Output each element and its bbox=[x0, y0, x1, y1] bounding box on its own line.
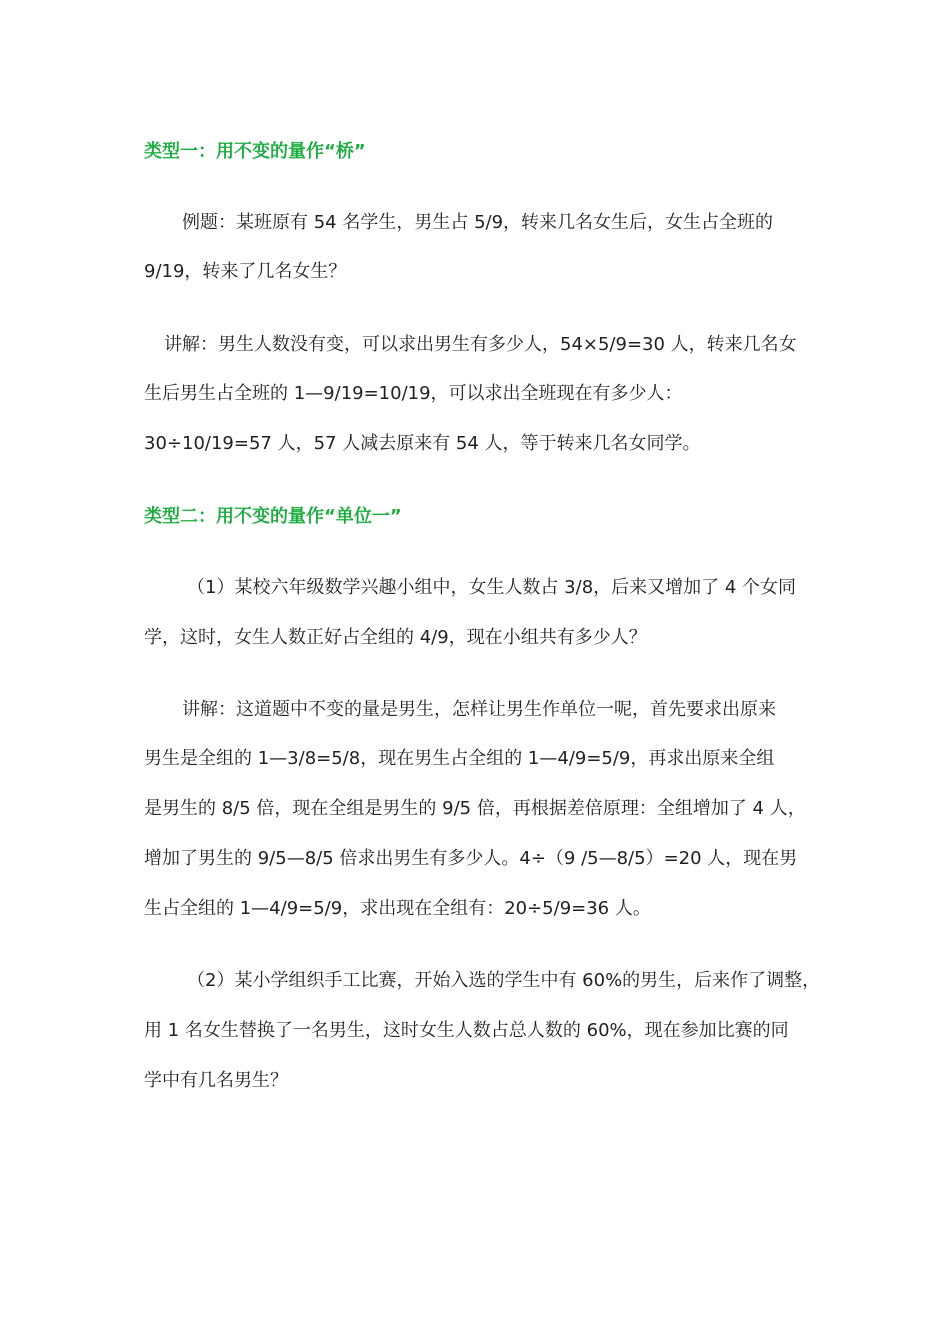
problem2-line-2: 用 1 名女生替换了一名男生，这时女生人数占总人数的 60%，现在参加比赛的同 bbox=[144, 1020, 789, 1041]
explanation2-line-5: 生占全组的 1—4/9=5/9，求出现在全组有：20÷5/9=36 人。 bbox=[144, 898, 651, 919]
explanation2-line-1: 讲解：这道题中不变的量是男生，怎样让男生作单位一呢，首先要求出原来 bbox=[182, 699, 776, 720]
problem1-line-2: 学，这时，女生人数正好占全组的 4/9，现在小组共有多少人？ bbox=[144, 627, 647, 648]
explanation1-line-2: 生后男生占全班的 1—9/19=10/19，可以求出全班现在有多少人： bbox=[144, 383, 683, 404]
example-line-1: 例题：某班原有 54 名学生，男生占 5/9，转来几名女生后，女生占全班的 bbox=[182, 212, 774, 233]
section1-heading: 类型一：用不变的量作“桥” bbox=[144, 141, 366, 162]
example-line-2: 9/19，转来了几名女生？ bbox=[144, 261, 347, 282]
explanation1-line-1: 讲解：男生人数没有变，可以求出男生有多少人，54×5/9=30 人，转来几名女 bbox=[164, 334, 797, 355]
problem2-line-3: 学中有几名男生？ bbox=[144, 1070, 288, 1091]
explanation2-line-2: 男生是全组的 1—3/8=5/8，现在男生占全组的 1—4/9=5/9，再求出原来全组 bbox=[144, 748, 775, 769]
explanation2-line-4: 增加了男生的 9/5—8/5 倍求出男生有多少人。4÷（9 /5—8/5）=20 人，现在男 bbox=[144, 848, 798, 869]
explanation1-line-3: 30÷10/19=57 人，57 人减去原来有 54 人，等于转来几名女同学。 bbox=[144, 433, 701, 454]
section2-heading: 类型二：用不变的量作“单位一” bbox=[144, 506, 402, 527]
problem1-line-1: （1）某校六年级数学兴趣小组中，女生人数占 3/8，后来又增加了 4 个女同 bbox=[187, 577, 797, 598]
problem2-line-1: （2）某小学组织手工比赛，开始入选的学生中有 60%的男生，后来作了调整， bbox=[187, 970, 821, 991]
explanation2-line-3: 是男生的 8/5 倍，现在全组是男生的 9/5 倍，再根据差倍原理：全组增加了 4 人， bbox=[144, 798, 806, 819]
